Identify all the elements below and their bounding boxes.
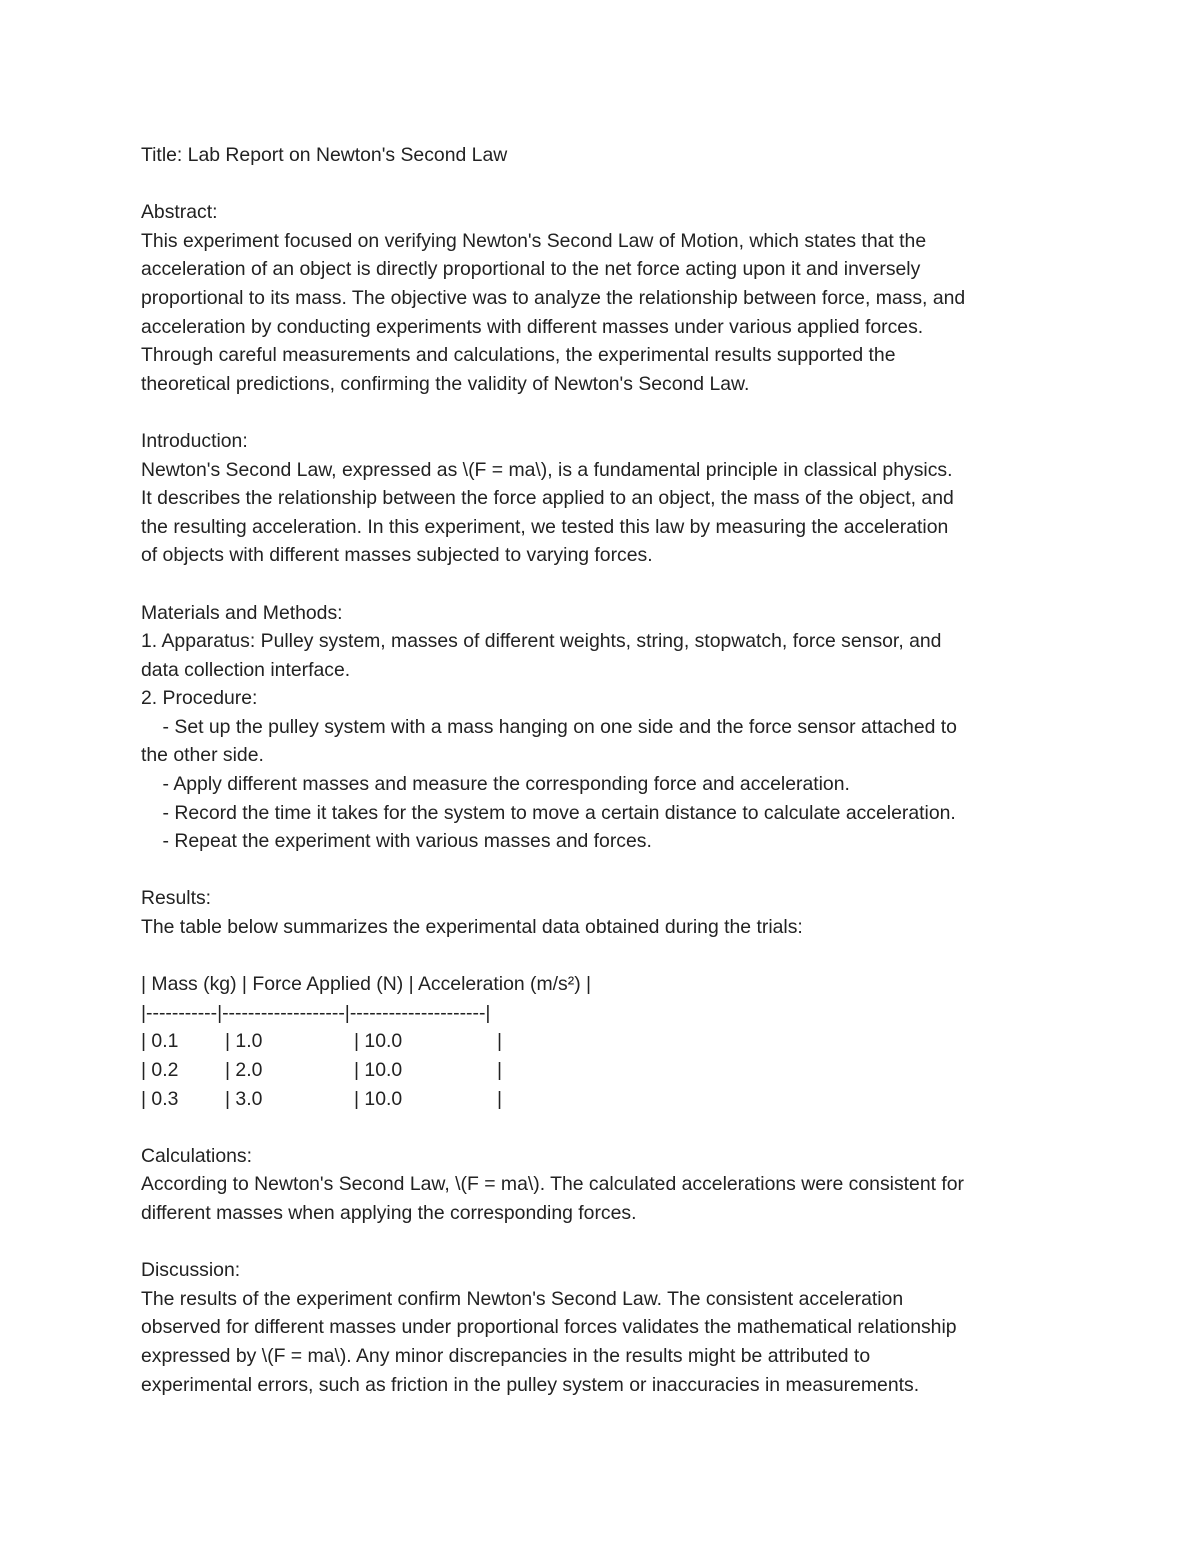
introduction-heading: Introduction: bbox=[141, 429, 248, 452]
introduction-line: Newton's Second Law, expressed as \(F = ma\), is a fundamental principle in classical physics. bbox=[141, 458, 953, 481]
calculations-heading: Calculations: bbox=[141, 1144, 253, 1167]
materials-line: data collection interface. bbox=[141, 658, 351, 681]
results-intro: The table below summarizes the experimental data obtained during the trials: bbox=[141, 916, 803, 939]
introduction-line: the resulting acceleration. In this experiment, we tested this law by measuring the acceleration bbox=[141, 515, 949, 538]
materials-line: 2. Procedure: bbox=[141, 687, 258, 710]
introduction-line: It describes the relationship between the force applied to an object, the mass of the object, and bbox=[141, 487, 954, 510]
table-header: | Mass (kg) | Force Applied (N) | Acceleration (m/s²) | bbox=[141, 973, 592, 996]
report-title: Title: Lab Report on Newton's Second Law bbox=[141, 144, 508, 166]
abstract-line: Through careful measurements and calculations, the experimental results supported the bbox=[141, 344, 896, 367]
table-cell-mass: | 0.2 bbox=[141, 1059, 179, 1081]
materials-line: the other side. bbox=[141, 744, 264, 767]
table-row bbox=[141, 1085, 1081, 1114]
results-heading: Results: bbox=[141, 887, 212, 910]
table-cell-end: | bbox=[497, 1087, 503, 1110]
table-cell-acceleration: | 10.0 bbox=[354, 1030, 403, 1053]
abstract-heading: Abstract: bbox=[141, 201, 218, 224]
spacer bbox=[141, 1113, 1081, 1142]
abstract-line: proportional to its mass. The objective was to analyze the relationship between force, mass, and bbox=[141, 286, 966, 309]
table-cell-force: | 1.0 bbox=[225, 1030, 263, 1053]
discussion-line: observed for different masses under proportional forces validates the mathematical relationship bbox=[141, 1316, 957, 1339]
document-page bbox=[141, 141, 1081, 1399]
abstract-line: This experiment focused on verifying Newton's Second Law of Motion, which states that the bbox=[141, 229, 927, 252]
table-cell-end: | bbox=[497, 1059, 503, 1081]
spacer bbox=[141, 942, 1081, 971]
table-cell-force: | 3.0 bbox=[225, 1087, 263, 1110]
table-cell-mass: | 0.3 bbox=[141, 1087, 179, 1110]
table-cell-end: | bbox=[497, 1030, 503, 1053]
materials-line: - Repeat the experiment with various masses and forces. bbox=[141, 830, 652, 853]
discussion-heading: Discussion: bbox=[141, 1259, 241, 1282]
spacer bbox=[141, 570, 1081, 599]
table-cell-acceleration: | 10.0 bbox=[354, 1087, 403, 1110]
calculations-line: According to Newton's Second Law, \(F = ma\). The calculated accelerations were consistent for bbox=[141, 1173, 965, 1196]
materials-line: - Record the time it takes for the system to move a certain distance to calculate acceleration. bbox=[141, 801, 956, 824]
discussion-line: The results of the experiment confirm Newton's Second Law. The consistent acceleration bbox=[141, 1287, 904, 1310]
table-row bbox=[141, 1056, 1081, 1085]
abstract-line: acceleration of an object is directly proportional to the net force acting upon it and inversely bbox=[141, 258, 921, 281]
table-cell-acceleration: | 10.0 bbox=[354, 1059, 403, 1081]
discussion-line: expressed by \(F = ma\). Any minor discrepancies in the results might be attributed to bbox=[141, 1344, 871, 1367]
materials-line: 1. Apparatus: Pulley system, masses of different weights, string, stopwatch, force sensor, and bbox=[141, 630, 942, 653]
discussion-line: experimental errors, such as friction in the pulley system or inaccuracies in measurements. bbox=[141, 1373, 920, 1396]
table-row bbox=[141, 1027, 1081, 1056]
introduction-line: of objects with different masses subjected to varying forces. bbox=[141, 544, 653, 567]
table-separator: |-----------|-------------------|---------------------| bbox=[141, 1001, 491, 1024]
calculations-line: different masses when applying the corresponding forces. bbox=[141, 1201, 637, 1224]
abstract-line: theoretical predictions, confirming the validity of Newton's Second Law. bbox=[141, 372, 750, 395]
materials-heading: Materials and Methods: bbox=[141, 601, 343, 624]
table-cell-mass: | 0.1 bbox=[141, 1030, 179, 1053]
abstract-line: acceleration by conducting experiments with different masses under various applied forces. bbox=[141, 315, 924, 338]
materials-line: - Set up the pulley system with a mass hanging on one side and the force sensor attached to bbox=[141, 715, 957, 738]
table-cell-force: | 2.0 bbox=[225, 1059, 263, 1081]
spacer bbox=[141, 1228, 1081, 1257]
spacer bbox=[141, 398, 1081, 427]
spacer bbox=[141, 170, 1081, 199]
materials-line: - Apply different masses and measure the corresponding force and acceleration. bbox=[141, 773, 850, 796]
spacer bbox=[141, 856, 1081, 885]
